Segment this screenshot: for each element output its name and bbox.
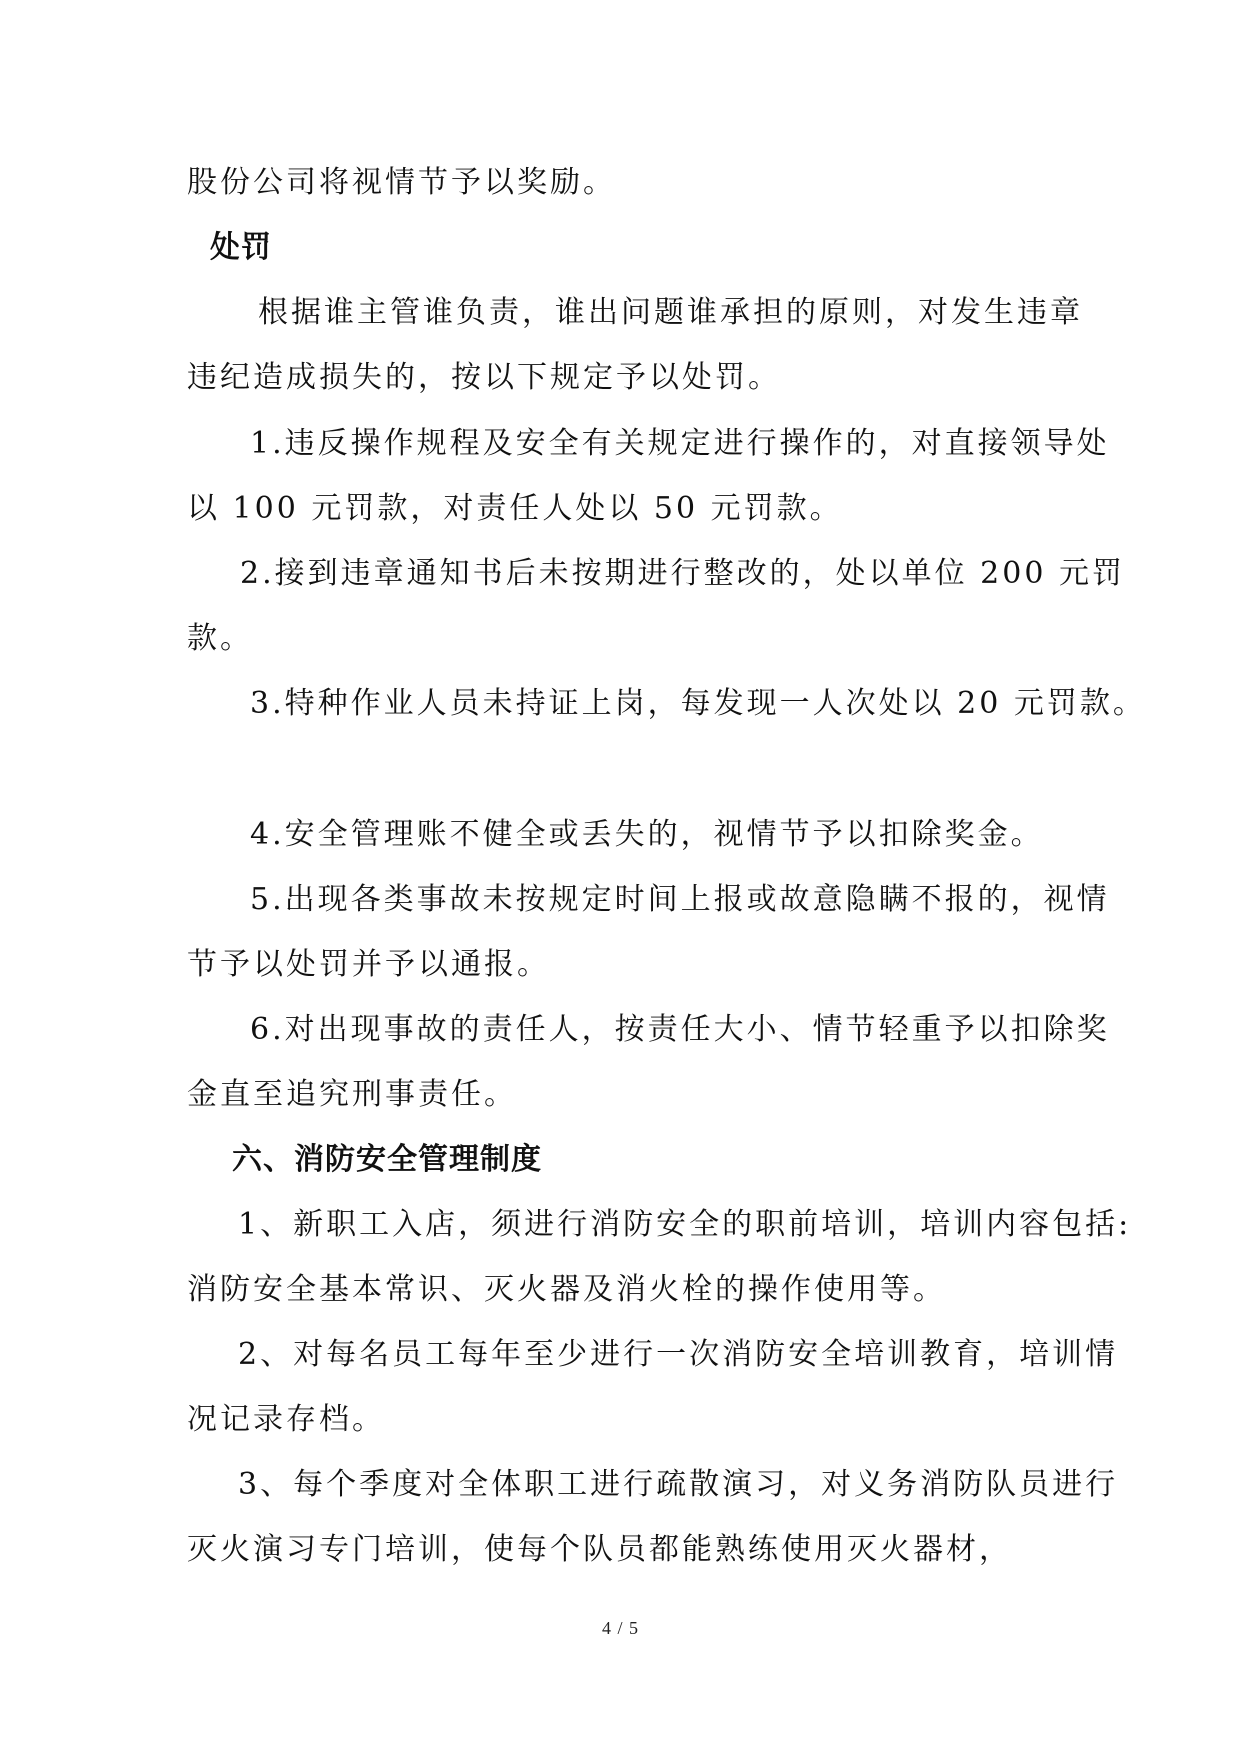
text-line: 1、新职工入店，须进行消防安全的职前培训，培训内容包括: bbox=[238, 1207, 1132, 1242]
text-line: 4.安全管理账不健全或丢失的，视情节予以扣除奖金。 bbox=[250, 817, 1044, 852]
text-line: 2.接到违章通知书后未按期进行整改的，处以单位 200 元罚 bbox=[240, 556, 1125, 591]
text-line: 根据谁主管谁负责，谁出问题谁承担的原则，对发生违章 bbox=[258, 295, 1083, 330]
text-line: 金直至追究刑事责任。 bbox=[187, 1077, 517, 1112]
text-line: 消防安全基本常识、灭火器及消火栓的操作使用等。 bbox=[187, 1272, 946, 1307]
section-heading-fire-safety: 六、消防安全管理制度 bbox=[232, 1142, 542, 1177]
text-line: 3、每个季度对全体职工进行疏散演习，对义务消防队员进行 bbox=[238, 1467, 1119, 1502]
page-number: 4 / 5 bbox=[601, 1618, 639, 1638]
text-line: 灭火演习专门培训，使每个队员都能熟练使用灭火器材， bbox=[187, 1532, 1012, 1567]
text-line: 6.对出现事故的责任人，按责任大小、情节轻重予以扣除奖 bbox=[250, 1012, 1110, 1047]
text-line: 2、对每名员工每年至少进行一次消防安全培训教育，培训情 bbox=[238, 1337, 1119, 1372]
text-line: 5.出现各类事故未按规定时间上报或故意隐瞒不报的，视情 bbox=[250, 882, 1110, 917]
text-line: 股份公司将视情节予以奖励。 bbox=[187, 165, 616, 200]
text-line: 况记录存档。 bbox=[187, 1402, 385, 1437]
text-line: 1.违反操作规程及安全有关规定进行操作的，对直接领导处 bbox=[250, 426, 1110, 461]
text-line: 违纪造成损失的，按以下规定予以处罚。 bbox=[187, 360, 781, 395]
section-heading-penalty: 处罚 bbox=[210, 230, 272, 265]
text-line: 节予以处罚并予以通报。 bbox=[187, 947, 550, 982]
text-line: 以 100 元罚款，对责任人处以 50 元罚款。 bbox=[187, 491, 843, 526]
text-line: 3.特种作业人员未持证上岗，每发现一人次处以 20 元罚款。 bbox=[250, 686, 1146, 721]
text-line: 款。 bbox=[187, 621, 253, 656]
